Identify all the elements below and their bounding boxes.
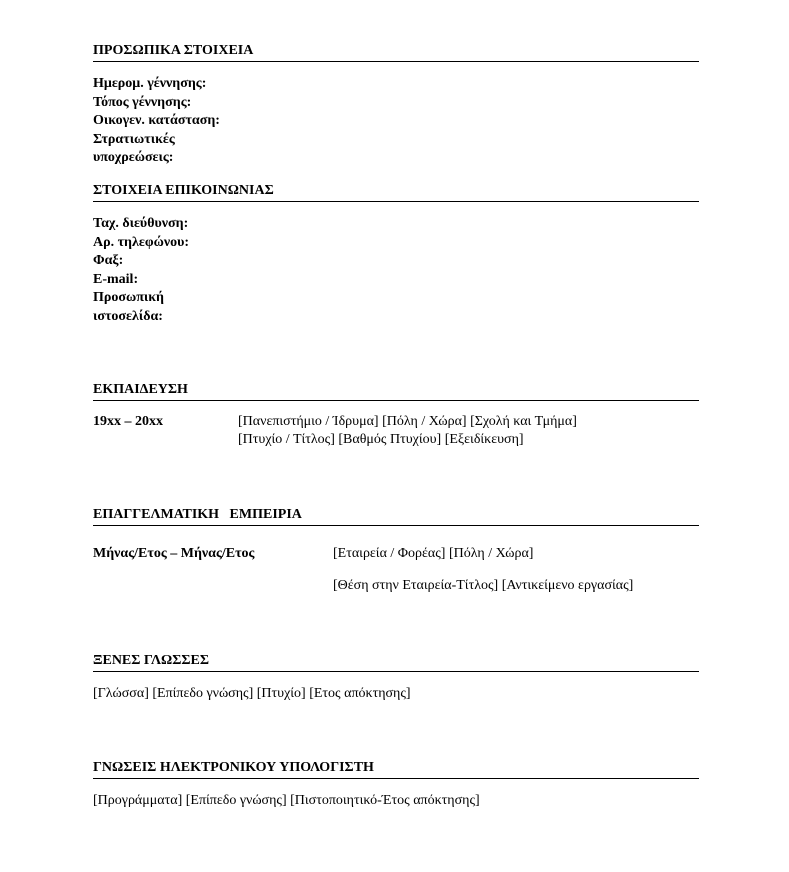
military-label-line1: Στρατιωτικές	[93, 131, 175, 147]
education-period: 19xx – 20xx	[93, 414, 163, 429]
experience-period: Μήνας/Ετος – Μήνας/Ετος	[93, 546, 255, 561]
computer-skills-heading: ΓΝΩΣΕΙΣ ΗΛΕΚΤΡΟΝΙΚΟΥ ΥΠΟΛΟΓΙΣΤΗ	[93, 759, 699, 779]
contact-info-fields	[93, 215, 293, 327]
fax-label: Φαξ:	[93, 253, 124, 269]
experience-line-2: [Θέση στην Εταιρεία-Τίτλος] [Αντικείμενο εργασίας]	[333, 578, 634, 593]
languages-line: [Γλώσσα] [Επίπεδο γνώσης] [Πτυχίο] [Ετος απόκτησης]	[93, 686, 411, 701]
email-label: E-mail:	[93, 271, 139, 287]
education-line-1: [Πανεπιστήμιο / Ίδρυμα] [Πόλη / Χώρα] [Σχολή και Τμήμα]	[238, 414, 577, 429]
military-label-line2: υποχρεώσεις:	[93, 150, 174, 166]
experience-line-1: [Εταιρεία / Φορέας] [Πόλη / Χώρα]	[333, 546, 534, 561]
personal-info-heading: ΠΡΟΣΩΠΙΚΑ ΣΤΟΙΧΕΙΑ	[93, 42, 699, 62]
website-label-line2: ιστοσελίδα:	[93, 308, 163, 324]
website-label-line1: Προσωπική	[93, 290, 164, 306]
contact-info-heading: ΣΤΟΙΧΕΙΑ ΕΠΙΚΟΙΝΩΝΙΑΣ	[93, 182, 699, 202]
birth-date-label: Ημερομ. γέννησης:	[93, 76, 207, 91]
phone-label: Αρ. τηλεφώνου:	[93, 234, 190, 250]
computer-skills-line: [Προγράμματα] [Επίπεδο γνώσης] [Πιστοποιητικό-Έτος απόκτησης]	[93, 793, 480, 808]
personal-info-fields	[93, 75, 293, 168]
experience-heading: ΕΠΑΓΓΕΛΜΑΤΙΚΗ ΕΜΠΕΙΡΙΑ	[93, 506, 699, 526]
birth-place-label: Τόπος γέννησης:	[93, 94, 192, 110]
education-heading: ΕΚΠΑΙΔΕΥΣΗ	[93, 381, 699, 401]
education-line-2: [Πτυχίο / Τίτλος] [Βαθμός Πτυχίου] [Εξειδίκευση]	[238, 432, 524, 447]
languages-heading: ΞΕΝΕΣ ΓΛΩΣΣΕΣ	[93, 652, 699, 672]
marital-status-label: Οικογεν. κατάσταση:	[93, 113, 220, 129]
postal-address-label: Ταχ. διεύθυνση:	[93, 216, 189, 231]
